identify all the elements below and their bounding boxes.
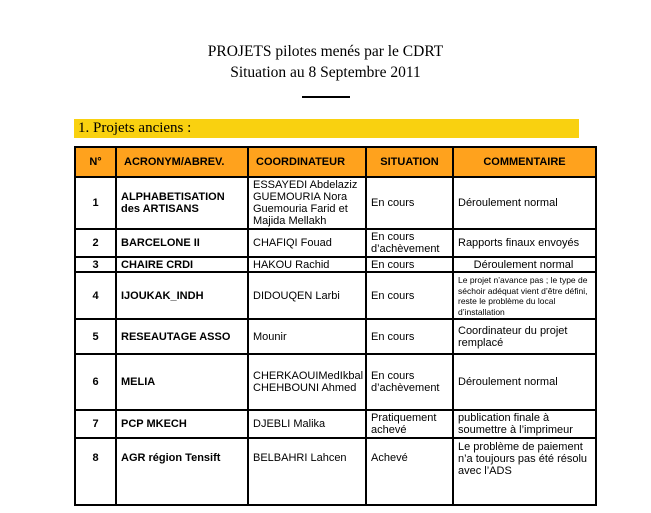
table-row <box>75 410 596 438</box>
cell-comment: Le projet n’avance pas ; le type de séchoir adéquat vient d’être défini, reste le problème du local d’installation <box>453 272 596 319</box>
cell-coordinator: BELBAHRI Lahcen <box>248 438 366 505</box>
cell-num: 6 <box>75 354 116 410</box>
cell-num: 3 <box>75 257 116 272</box>
table-row <box>75 257 596 272</box>
title-block <box>0 0 651 98</box>
cell-acronym: CHAIRE CRDI <box>116 257 248 272</box>
col-header-situation: SITUATION <box>366 147 453 177</box>
section-heading-bar <box>74 119 579 138</box>
document-title-line1: PROJETS pilotes menés par le CDRT <box>207 43 444 60</box>
cell-coordinator: CHERKAOUIMedIkbal CHEHBOUNI Ahmed <box>248 354 366 410</box>
col-header-coordinator: COORDINATEUR <box>248 147 366 177</box>
cell-num: 4 <box>75 272 116 319</box>
cell-acronym: AGR région Tensift <box>116 438 248 505</box>
cell-num: 7 <box>75 410 116 438</box>
cell-coordinator: HAKOU Rachid <box>248 257 366 272</box>
cell-comment: Déroulement normal <box>453 177 596 229</box>
cell-coordinator: DIDOUQEN Larbi <box>248 272 366 319</box>
table-row <box>75 438 596 505</box>
col-header-comment: COMMENTAIRE <box>453 147 596 177</box>
cell-coordinator: ESSAYEDI Abdelaziz GUEMOURIA Nora Guemouria Farid et Majida Mellakh <box>248 177 366 229</box>
col-header-num: N° <box>75 147 116 177</box>
cell-situation: Pratiquement achevé <box>366 410 453 438</box>
cell-num: 8 <box>75 438 116 505</box>
cell-situation: Achevé <box>366 438 453 505</box>
cell-num: 1 <box>75 177 116 229</box>
table-header-row <box>75 147 596 177</box>
cell-comment: publication finale à soumettre à l’imprimeur <box>453 410 596 438</box>
cell-situation: En cours <box>366 319 453 354</box>
cell-acronym: PCP MKECH <box>116 410 248 438</box>
cell-acronym: BARCELONE II <box>116 229 248 257</box>
table-row <box>75 229 596 257</box>
cell-coordinator: DJEBLI Malika <box>248 410 366 438</box>
cell-num: 2 <box>75 229 116 257</box>
cell-situation: En cours d’achèvement <box>366 229 453 257</box>
cell-situation: En cours <box>366 257 453 272</box>
title-divider-line <box>302 96 350 98</box>
cell-situation: En cours <box>366 177 453 229</box>
document-title-line2: Situation au 8 Septembre 2011 <box>230 64 421 81</box>
cell-acronym: IJOUKAK_INDH <box>116 272 248 319</box>
cell-situation: En cours d’achèvement <box>366 354 453 410</box>
section-heading: 1. Projets anciens : <box>78 120 192 136</box>
table-row <box>75 177 596 229</box>
cell-situation: En cours <box>366 272 453 319</box>
cell-comment: Rapports finaux envoyés <box>453 229 596 257</box>
cell-acronym: RESEAUTAGE ASSO <box>116 319 248 354</box>
cell-coordinator: CHAFIQI Fouad <box>248 229 366 257</box>
cell-comment: Déroulement normal <box>453 354 596 410</box>
table-row <box>75 319 596 354</box>
table-row <box>75 272 596 319</box>
projects-table <box>74 146 597 506</box>
cell-acronym: MELIA <box>116 354 248 410</box>
cell-comment: Déroulement normal <box>453 257 596 272</box>
cell-comment: Le problème de paiement n’a toujours pas été résolu avec l’ADS <box>453 438 596 505</box>
cell-num: 5 <box>75 319 116 354</box>
cell-acronym: ALPHABETISATION des ARTISANS <box>116 177 248 229</box>
cell-coordinator: Mounir <box>248 319 366 354</box>
col-header-acronym: ACRONYM/ABREV. <box>116 147 248 177</box>
cell-comment: Coordinateur du projet remplacé <box>453 319 596 354</box>
table-row <box>75 354 596 410</box>
